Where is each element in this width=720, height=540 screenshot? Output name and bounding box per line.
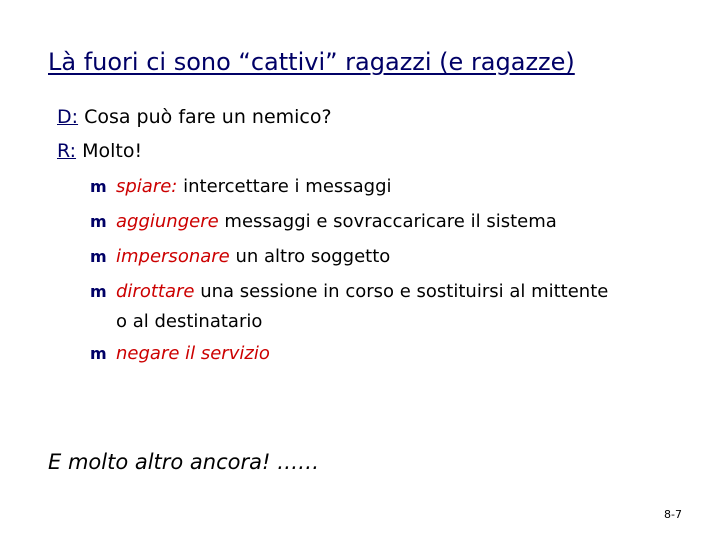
bullet-highlight: spiare: (116, 176, 178, 197)
bullet-icon: m (90, 177, 107, 196)
bullet-highlight: dirottare (116, 281, 195, 302)
bullet-text: messaggi e sovraccaricare il sistema (218, 211, 557, 232)
question-line (57, 106, 332, 128)
question-key: D: (57, 106, 79, 128)
bullet-icon: m (90, 212, 107, 231)
bullet-highlight: negare il servizio (116, 343, 270, 364)
answer-key: R: (57, 140, 77, 162)
bullet-text: un altro soggetto (229, 246, 391, 267)
closing-text: E molto altro ancora! …… (48, 450, 320, 474)
bullet-icon: m (90, 247, 107, 266)
bullet-text: intercettare i messaggi (177, 176, 392, 197)
slide-title: Là fuori ci sono “cattivi” ragazzi (e ragazze) (48, 48, 575, 76)
bullet-text: una sessione in corso e sostituirsi al mittente o al destinatario (116, 281, 609, 332)
page-number: 8-7 (664, 508, 682, 521)
answer-text: Molto! (76, 140, 143, 162)
bullet-icon: m (90, 344, 107, 363)
bullet-highlight: impersonare (116, 246, 230, 267)
bullet-icon: m (90, 282, 107, 301)
bullet-highlight: aggiungere (116, 211, 219, 232)
question-text: Cosa può fare un nemico? (78, 106, 332, 128)
answer-line (57, 140, 142, 162)
